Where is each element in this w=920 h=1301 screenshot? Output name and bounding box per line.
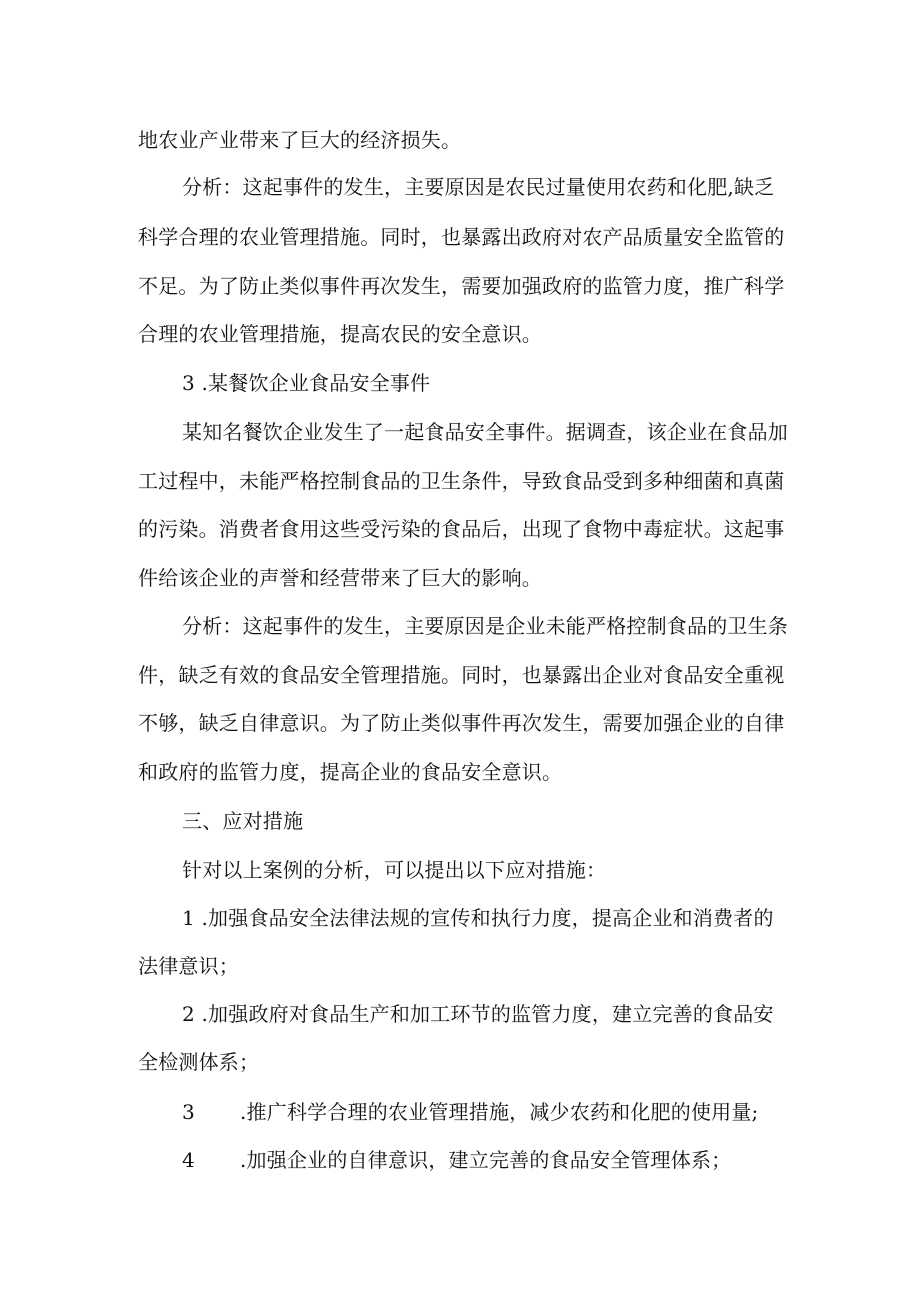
case-paragraph-line: 某知名餐饮企业发生了一起食品安全事件。据调查，该企业在食品加 [182,420,788,444]
analysis-paragraph-line: 和政府的监管力度，提高企业的食品安全意识。 [138,760,563,784]
measure-item-line [182,1145,731,1175]
measure-item-line: 1 .加强食品安全法律法规的宣传和执行力度，提高企业和消费者的 [182,906,774,930]
measure-item-line [182,1097,759,1127]
analysis-paragraph-line: 件，缺乏有效的食品安全管理措施。同时，也暴露出企业对食品安全重视 [138,663,785,687]
intro-line: 针对以上案例的分析，可以提出以下应对措施： [182,858,607,882]
measure-text: .加强企业的自律意识，建立完善的食品安全管理体系； [240,1148,732,1172]
case-paragraph-line: 件给该企业的声誉和经营带来了巨大的影响。 [138,566,542,590]
analysis-paragraph-line: 合理的农业管理措施，提高农民的安全意识。 [138,322,542,346]
measure-item-line: 法律意识； [138,954,239,978]
analysis-paragraph-line: 不足。为了防止类似事件再次发生，需要加强政府的监管力度，推广科学 [138,274,785,298]
analysis-paragraph-line: 分析：这起事件的发生，主要原因是农民过量使用农药和化肥,缺乏 [182,175,775,199]
section-heading: 三、应对措施 [182,809,304,833]
analysis-paragraph-line: 分析：这起事件的发生，主要原因是企业未能严格控制食品的卫生条 [182,614,788,638]
section-heading: 3 .某餐饮企业食品安全事件 [182,371,431,395]
paragraph-line: 地农业产业带来了巨大的经济损失。 [138,128,462,152]
analysis-paragraph-line: 不够，缺乏自律意识。为了防止类似事件再次发生，需要加强企业的自律 [138,711,785,735]
measure-text: .推广科学合理的农业管理措施，减少农药和化肥的使用量; [240,1100,759,1124]
analysis-paragraph-line: 科学合理的农业管理措施。同时，也暴露出政府对农产品质量安全监管的 [138,225,785,249]
measure-number: 4 [182,1148,195,1172]
case-paragraph-line: 的污染。消费者食用这些受污染的食品后，出现了食物中毒症状。这起事 [138,517,785,541]
measure-item-line: 全检测体系； [138,1050,260,1074]
measure-number: 3 [182,1100,195,1124]
measure-item-line: 2 .加强政府对食品生产和加工环节的监管力度，建立完善的食品安 [182,1002,774,1026]
case-paragraph-line: 工过程中，未能严格控制食品的卫生条件，导致食品受到多种细菌和真菌 [138,469,785,493]
